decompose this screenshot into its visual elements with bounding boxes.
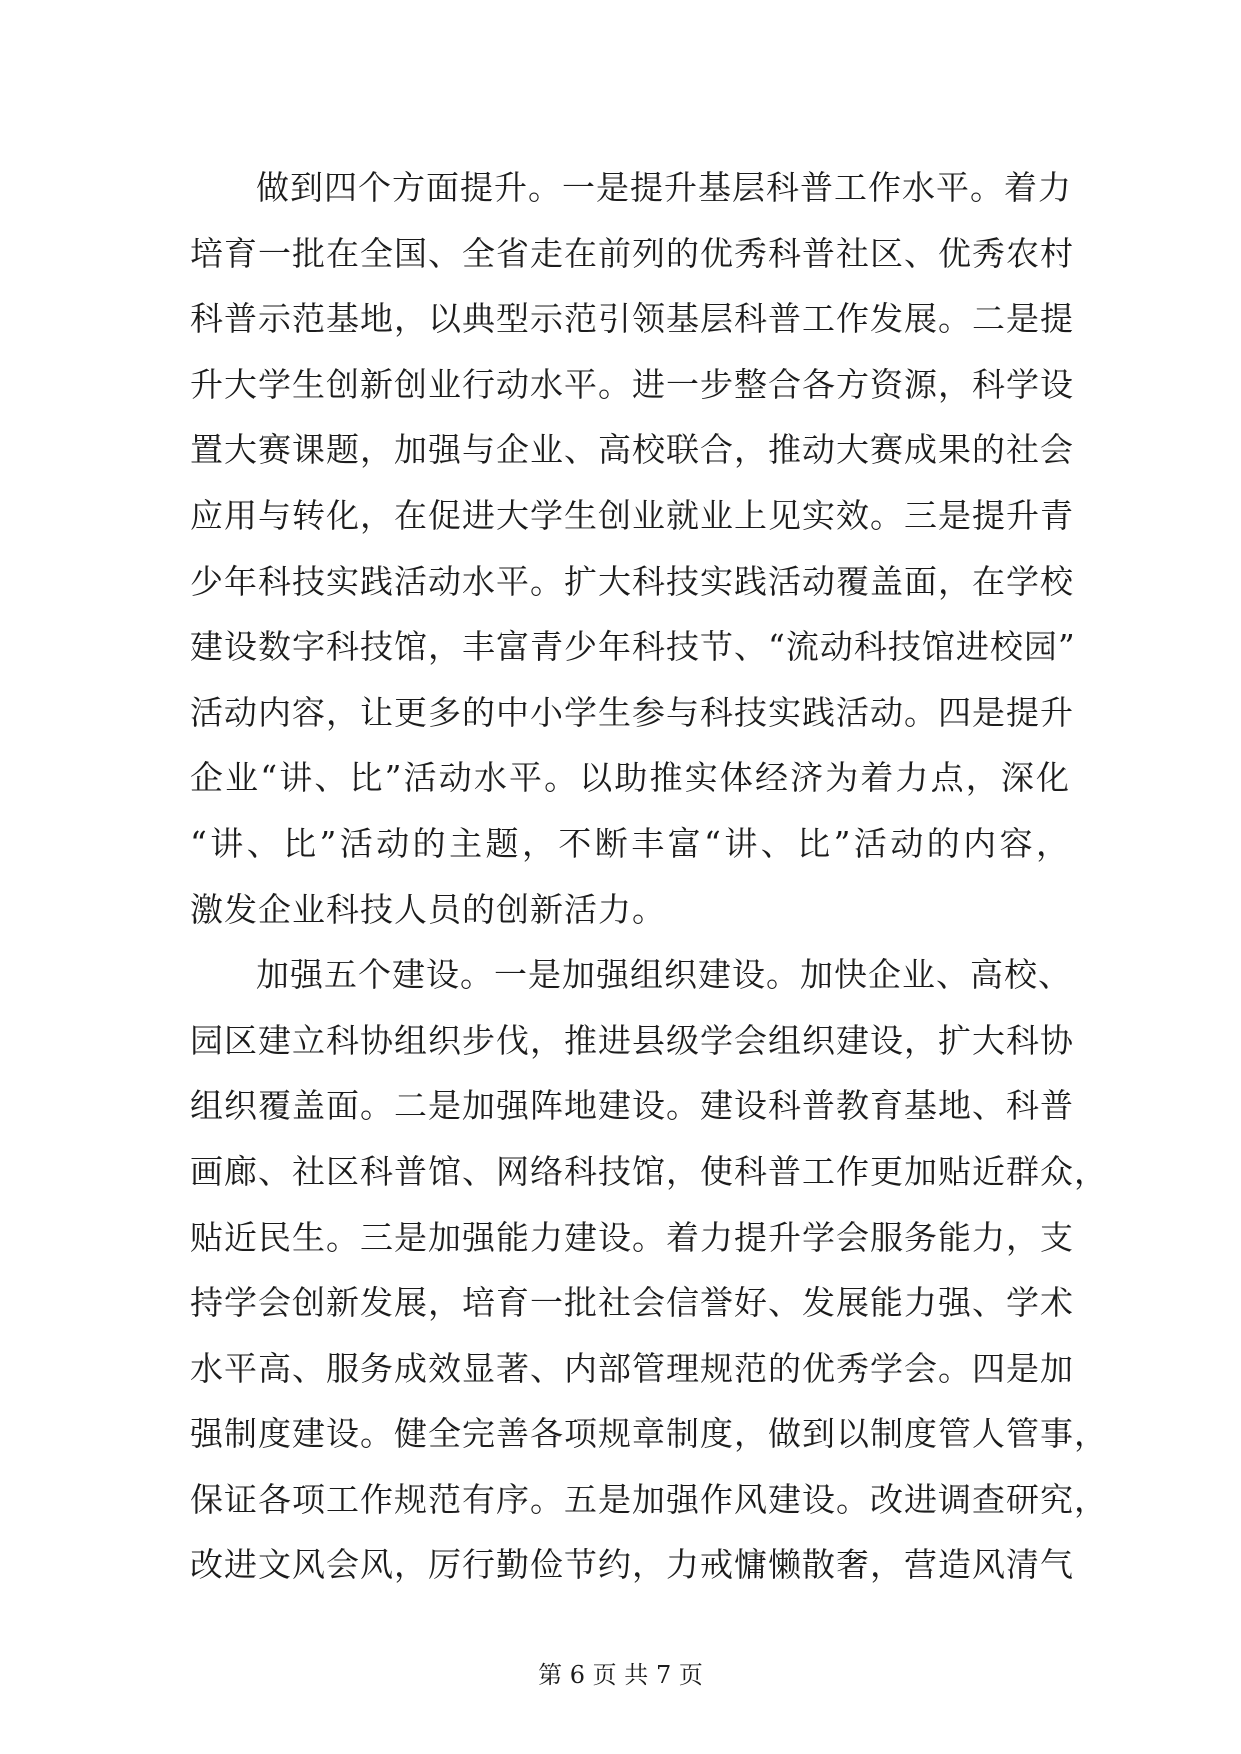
paragraph-line: 强制度建设。健全完善各项规章制度，做到以制度管人管事， [190, 1414, 1108, 1454]
paragraph-line: 做到四个方面提升。一是提升基层科普工作水平。着力 [256, 168, 1072, 207]
paragraph-line: 少年科技实践活动水平。扩大科技实践活动覆盖面，在学校 [190, 561, 1074, 601]
paragraph-line: 组织覆盖面。二是加强阵地建设。建设科普教育基地、科普 [190, 1086, 1074, 1126]
paragraph-line: 建设数字科技馆，丰富青少年科技节、“流动科技馆进校园” [190, 627, 1076, 667]
paragraph-line: 持学会创新发展，培育一批社会信誉好、发展能力强、学术 [190, 1283, 1074, 1323]
paragraph-line: 贴近民生。三是加强能力建设。着力提升学会服务能力，支 [190, 1217, 1074, 1257]
paragraph-line: 园区建立科协组织步伐，推进县级学会组织建设，扩大科协 [190, 1020, 1074, 1060]
paragraph-line: 应用与转化，在促进大学生创业就业上见实效。三是提升青 [190, 495, 1074, 535]
paragraph-line: 画廊、社区科普馆、网络科技馆，使科普工作更加贴近群众， [190, 1151, 1108, 1191]
paragraph-line: 升大学生创新创业行动水平。进一步整合各方资源，科学设 [190, 364, 1074, 404]
paragraph-line: 培育一批在全国、全省走在前列的优秀科普社区、优秀农村 [190, 233, 1074, 273]
paragraph-line: 活动内容，让更多的中小学生参与科技实践活动。四是提升 [190, 692, 1074, 732]
paragraph-line: 激发企业科技人员的创新活力。 [190, 889, 666, 929]
paragraph-line: “讲、比”活动的主题，不断丰富“讲、比”活动的内容， [190, 823, 1070, 863]
paragraph-line: 加强五个建设。一是加强组织建设。加快企业、高校、 [256, 955, 1072, 995]
paragraph-line: 保证各项工作规范有序。五是加强作风建设。改进调查研究， [190, 1479, 1108, 1519]
paragraph-line: 水平高、服务成效显著、内部管理规范的优秀学会。四是加 [190, 1348, 1074, 1388]
paragraph [190, 942, 1108, 1598]
paragraph-line: 科普示范基地，以典型示范引领基层科普工作发展。二是提 [190, 299, 1074, 339]
paragraph [190, 155, 1076, 942]
page-footer: 第 6 页 共 7 页 [538, 1661, 703, 1689]
document-body [190, 155, 1108, 1598]
paragraph-line: 企业“讲、比”活动水平。以助推实体经济为着力点，深化 [190, 758, 1070, 798]
paragraph-line: 置大赛课题，加强与企业、高校联合，推动大赛成果的社会 [190, 430, 1074, 470]
paragraph-line: 改进文风会风，厉行勤俭节约，力戒慵懒散奢，营造风清气 [190, 1545, 1074, 1585]
